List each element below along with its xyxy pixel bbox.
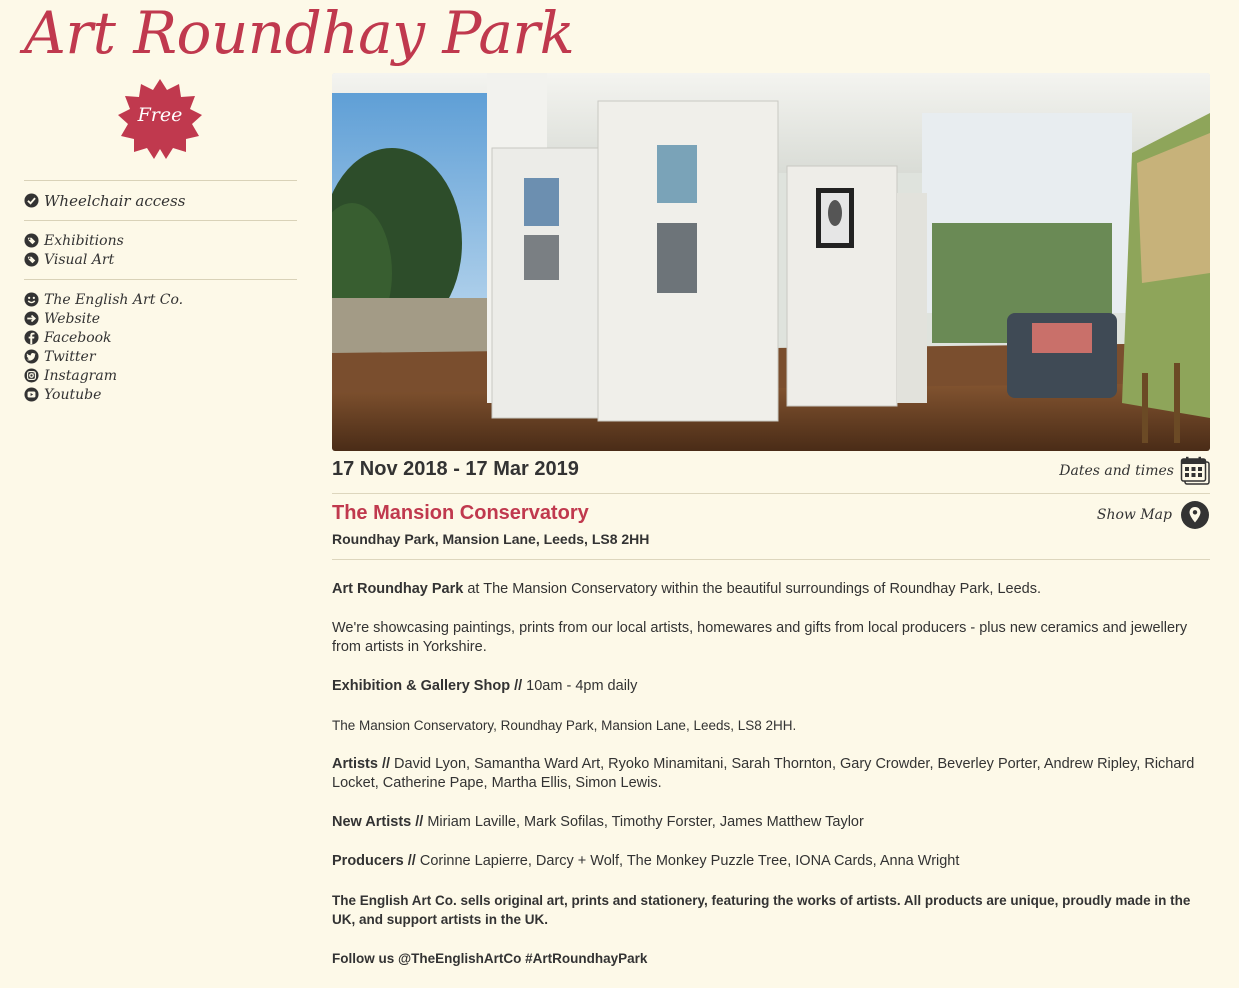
instagram-icon xyxy=(24,368,39,383)
venue-name[interactable]: The Mansion Conservatory xyxy=(332,502,589,524)
description-paragraph xyxy=(332,677,1204,696)
category-exhibitions[interactable] xyxy=(24,231,297,250)
check-circle-icon xyxy=(24,193,39,208)
category-label: Exhibitions xyxy=(44,232,124,249)
description-bold: Artists // xyxy=(332,756,391,772)
venue-address: Roundhay Park, Mansion Lane, Leeds, LS8 2HH xyxy=(332,531,650,547)
event-dates: 17 Nov 2018 - 17 Mar 2019 xyxy=(332,458,579,480)
description-paragraph xyxy=(332,580,1204,599)
arrow-circle-icon xyxy=(24,311,39,326)
page-title: Art Roundhay Park xyxy=(24,0,575,67)
map-pin-icon xyxy=(1180,500,1210,530)
category-label: Visual Art xyxy=(44,251,115,268)
description-paragraph xyxy=(332,891,1204,929)
description-bold: The English Art Co. sells original art, prints and stationery, featuring the works of artists. All products are unique, proudly made in the UK, and support artists in the UK. xyxy=(332,893,1191,927)
facebook-icon xyxy=(24,330,39,345)
tag-icon xyxy=(24,233,39,248)
links-group xyxy=(24,279,297,414)
description-paragraph xyxy=(332,813,1204,832)
link-youtube[interactable] xyxy=(24,385,297,404)
dates-and-times-link[interactable] xyxy=(1059,456,1210,486)
price-badge xyxy=(116,77,204,159)
sidebar-access-label: Wheelchair access xyxy=(44,191,186,210)
link-organiser[interactable] xyxy=(24,290,297,309)
description-bold: Producers // xyxy=(332,853,416,869)
link-label: The English Art Co. xyxy=(44,291,184,308)
divider xyxy=(332,559,1210,560)
wheelchair-access-item xyxy=(24,191,297,210)
link-label: Youtube xyxy=(44,386,102,403)
description-text: Corinne Lapierre, Darcy + Wolf, The Monkey Puzzle Tree, IONA Cards, Anna Wright xyxy=(415,853,960,869)
link-twitter[interactable] xyxy=(24,347,297,366)
link-facebook[interactable] xyxy=(24,328,297,347)
description-text: 10am - 4pm daily xyxy=(522,678,638,694)
dates-link-label: Dates and times xyxy=(1059,463,1174,479)
youtube-icon xyxy=(24,387,39,402)
event-description xyxy=(332,580,1204,988)
description-text: David Lyon, Samantha Ward Art, Ryoko Minamitani, Sarah Thornton, Gary Crowder, Beverley Porter, Andrew Ripley, Richard Locket, Catherine Pape, Martha Ellis, Simon Lewis. xyxy=(332,756,1195,791)
smiley-icon xyxy=(24,292,39,307)
sidebar xyxy=(24,180,297,414)
categories-group xyxy=(24,220,297,279)
calendar-icon xyxy=(1180,456,1210,486)
event-photo xyxy=(332,73,1210,451)
tag-icon xyxy=(24,252,39,267)
link-label: Website xyxy=(44,310,101,327)
description-text: Miriam Laville, Mark Sofilas, Timothy Forster, James Matthew Taylor xyxy=(423,814,864,830)
description-bold: Exhibition & Gallery Shop // xyxy=(332,678,523,694)
access-group xyxy=(24,180,297,220)
description-bold: New Artists // xyxy=(332,814,424,830)
divider xyxy=(332,493,1210,494)
twitter-icon xyxy=(24,349,39,364)
description-paragraph: We're showcasing paintings, prints from our local artists, homewares and gifts from local producers - plus new ceramics and jewellery from artists in Yorkshire. xyxy=(332,620,1188,655)
badge-label: Free xyxy=(137,104,183,126)
link-label: Twitter xyxy=(44,348,96,365)
link-website[interactable] xyxy=(24,309,297,328)
category-visual-art[interactable] xyxy=(24,250,297,269)
description-paragraph: The Mansion Conservatory, Roundhay Park, Mansion Lane, Leeds, LS8 2HH. xyxy=(332,718,797,733)
description-paragraph xyxy=(332,755,1204,793)
map-link-label: Show Map xyxy=(1096,507,1172,523)
gallery-interior-image xyxy=(332,73,1210,451)
description-text: at The Mansion Conservatory within the beautiful surroundings of Roundhay Park, Leeds. xyxy=(463,581,1041,597)
description-bold: Follow us @TheEnglishArtCo #ArtRoundhayPark xyxy=(332,951,648,966)
description-paragraph xyxy=(332,852,1204,871)
link-label: Instagram xyxy=(44,367,117,384)
link-instagram[interactable] xyxy=(24,366,297,385)
description-paragraph xyxy=(332,949,1204,968)
link-label: Facebook xyxy=(44,329,112,346)
description-bold: Art Roundhay Park xyxy=(332,581,464,597)
show-map-link[interactable] xyxy=(1097,500,1210,530)
